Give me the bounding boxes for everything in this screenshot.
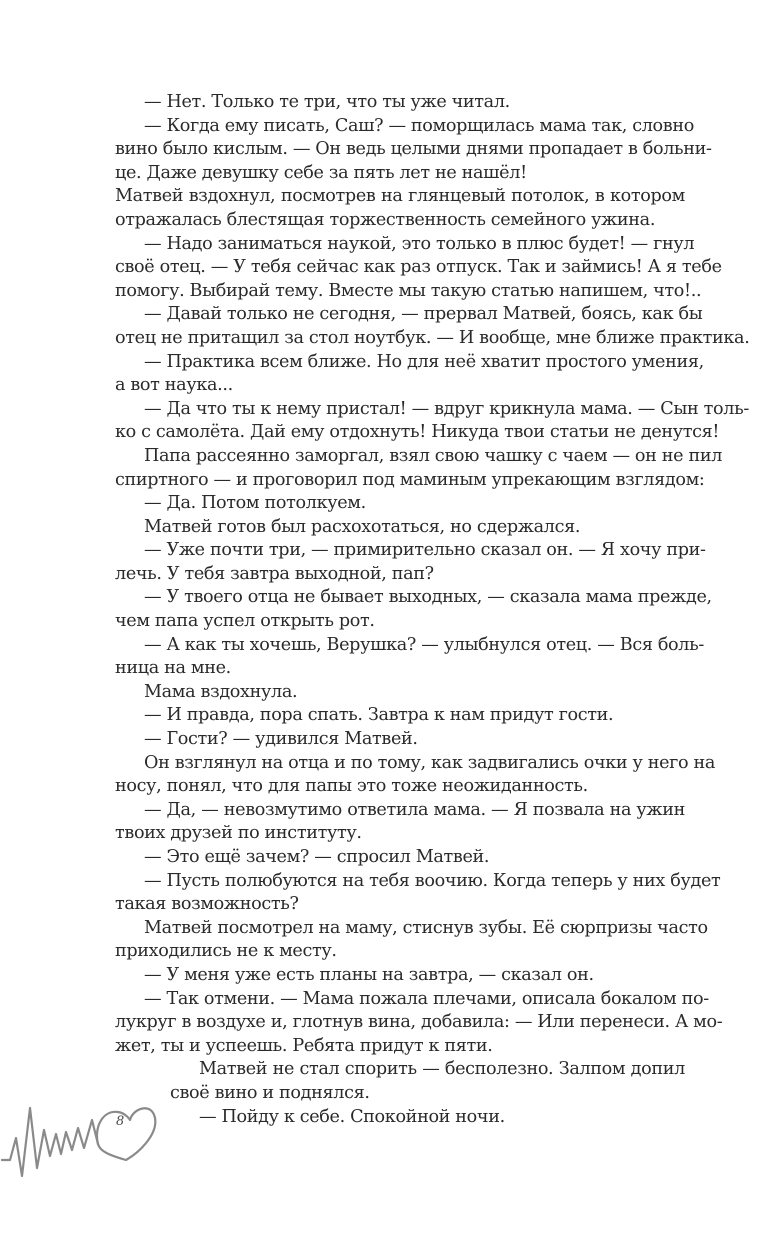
text-line: — А как ты хочешь, Верушка? — улыбнулся отец. — Вся боль- [144,634,704,655]
text-line: Матвей посмотрел на маму, стиснув зубы. Её сюрпризы часто [144,917,708,938]
text-line: приходились не к месту. [115,941,337,962]
text-line: ница на мне. [115,658,231,679]
text-line: а вот наука... [115,375,233,396]
text-line: своё отец. — У тебя сейчас как раз отпуск. Так и займись! А я тебе [115,257,722,278]
text-line: — Да что ты к нему пристал! — вдруг крикнула мама. — Сын толь- [144,398,749,419]
text-line: Матвей не стал спорить — бесполезно. Залпом допил [199,1059,685,1080]
text-line: — Уже почти три, — примирительно сказал он. — Я хочу при- [144,540,706,561]
text-line: Папа рассеянно заморгал, взял свою чашку с чаем — он не пил [144,445,723,466]
heart-heartbeat-icon [0,1068,170,1178]
text-line: вино было кислым. — Он ведь целыми днями пропадает в больни- [115,139,712,160]
text-line: — Так отмени. — Мама пожала плечами, описала бокалом по- [144,988,709,1009]
text-line: Матвей готов был расхохотаться, но сдержался. [144,516,581,537]
text-line: лукруг в воздухе и, глотнув вина, добавила: — Или перенеси. А мо- [115,1012,723,1033]
text-line: — Пойду к себе. Спокойной ночи. [199,1106,505,1127]
text-line: — Да, — невозмутимо ответила мама. — Я позвала на ужин [144,799,685,820]
text-line: лечь. У тебя завтра выходной, пап? [115,563,434,584]
text-line: спиртного — и проговорил под маминым упрекающим взглядом: [115,469,705,490]
text-line: отражалась блестящая торжественность семейного ужина. [115,209,656,230]
text-line: твоих друзей по институту. [115,823,362,844]
text-line: чем папа успел открыть рот. [115,611,375,632]
text-line: — У твоего отца не бывает выходных, — сказала мама прежде, [144,587,712,608]
text-line: — Практика всем ближе. Но для неё хватит простого умения, [144,351,704,372]
body-text [115,91,750,1129]
text-line: — Когда ему писать, Саш? — поморщилась мама так, словно [144,115,694,136]
text-line: Мама вздохнула. [144,681,298,702]
text-line: помогу. Выбирай тему. Вместе мы такую статью напишем, что!.. [115,280,702,301]
text-line: — И правда, пора спать. Завтра к нам придут гости. [144,705,614,726]
text-line: — Да. Потом потолкуем. [144,493,366,514]
text-line: такая возможность? [115,894,299,915]
text-line: це. Даже девушку себе за пять лет не нашёл! [115,162,527,183]
text-line: — Давай только не сегодня, — прервал Матвей, боясь, как бы [144,304,703,325]
text-line: ко с самолёта. Дай ему отдохнуть! Никуда твои статьи не денутся! [115,422,720,443]
text-line: — Пусть полюбуются на тебя воочию. Когда теперь у них будет [144,870,721,891]
text-line: — У меня уже есть планы на завтра, — сказал он. [144,964,594,985]
text-line: — Надо заниматься наукой, это только в плюс будет! — гнул [144,233,695,254]
wrapped-paragraph [115,1058,685,1129]
text-line: Матвей вздохнул, посмотрев на глянцевый потолок, в котором [115,186,685,207]
text-line: жет, ты и успеешь. Ребята придут к пяти. [115,1035,493,1056]
text-line: своё вино и поднялся. [170,1082,370,1103]
text-line: — Нет. Только те три, что ты уже читал. [144,92,510,112]
text-line: носу, понял, что для папы это тоже неожиданность. [115,776,588,797]
page-number: 8 [116,1114,125,1129]
text-line: — Это ещё зачем? — спросил Матвей. [144,847,490,867]
text-line: Он взглянул на отца и по тому, как задвигались очки у него на [144,752,716,773]
text-line: отец не притащил за стол ноутбук. — И вообще, мне ближе практика. [115,327,750,348]
text-line: — Гости? — удивился Матвей. [144,729,418,750]
